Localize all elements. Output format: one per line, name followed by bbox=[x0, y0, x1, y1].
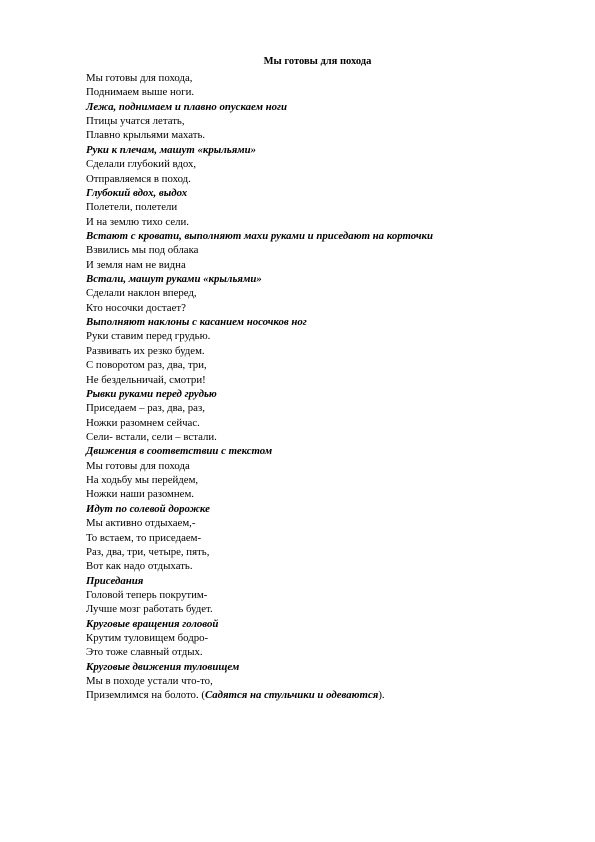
verse-line: Полетели, полетели bbox=[86, 201, 178, 214]
verse-line: Головой теперь покрутим- bbox=[86, 588, 208, 601]
verse-line: Птицы учатся летать, bbox=[86, 115, 185, 128]
verse-line: Приседаем – раз, два, раз, bbox=[86, 402, 205, 415]
verse-line: Взвились мы под облака bbox=[86, 244, 199, 257]
verse-line: Это тоже славный отдых. bbox=[86, 646, 203, 659]
verse-line: Поднимаем выше ноги. bbox=[86, 86, 195, 99]
verse-line: С поворотом раз, два, три, bbox=[86, 359, 207, 372]
verse-line: Раз, два, три, четыре, пять, bbox=[86, 545, 210, 558]
verse-line: Сделали глубокий вдох, bbox=[86, 158, 197, 171]
verse-line: Мы активно отдыхаем,- bbox=[86, 517, 196, 530]
instruction-line: Идут по солевой дорожке bbox=[86, 502, 210, 515]
verse-line: Крутим туловищем бодро- bbox=[86, 632, 209, 645]
instruction-line: Лежа, поднимаем и плавно опускаем ноги bbox=[86, 100, 288, 113]
verse-line: И земля нам не видна bbox=[86, 258, 186, 271]
final-line-verse: Приземлимся на болото. ( bbox=[86, 689, 205, 702]
verse-line: Плавно крыльями махать. bbox=[86, 129, 206, 142]
instruction-line: Выполняют наклоны с касанием носочков ног bbox=[86, 316, 307, 329]
instruction-line: Встали, машут руками «крыльями» bbox=[86, 273, 262, 286]
verse-line: Развивать их резко будем. bbox=[86, 344, 205, 357]
instruction-line: Руки к плечам, машут «крыльями» bbox=[86, 143, 257, 156]
final-line-instruction: Садятся на стульчики и одеваются bbox=[204, 689, 379, 702]
final-line-tail: ). bbox=[378, 689, 385, 702]
verse-line: Ножки наши разомнем. bbox=[86, 488, 194, 501]
document-title: Мы готовы для похода bbox=[263, 56, 372, 67]
instruction-line: Приседания bbox=[86, 574, 144, 587]
verse-line: И на землю тихо сели. bbox=[86, 215, 189, 228]
verse-line: То встаем, то приседаем- bbox=[86, 531, 202, 544]
verse-line: Руки ставим перед грудью. bbox=[86, 330, 211, 343]
verse-line: Кто носочки достает? bbox=[86, 301, 186, 314]
verse-line: Сделали наклон вперед, bbox=[86, 287, 197, 300]
verse-line: Вот как надо отдыхать. bbox=[86, 560, 193, 573]
verse-line: Мы готовы для похода, bbox=[86, 72, 193, 84]
instruction-line: Круговые вращения головой bbox=[86, 617, 219, 630]
verse-line: Ножки разомнем сейчас. bbox=[86, 416, 200, 429]
verse-line: Мы в походе устали что-то, bbox=[86, 675, 213, 688]
instruction-line: Встают с кровати, выполняют махи руками и приседают на корточки bbox=[86, 229, 433, 242]
instruction-line: Рывки руками перед грудью bbox=[86, 387, 217, 400]
verse-line: На ходьбу мы перейдем, bbox=[86, 474, 199, 487]
instruction-line: Движения в соответствии с текстом bbox=[86, 445, 273, 458]
verse-line: Сели- встали, сели – встали. bbox=[86, 430, 217, 443]
final-line bbox=[86, 688, 526, 702]
instruction-line: Глубокий вдох, выдох bbox=[86, 186, 188, 199]
verse-line: Отправляемся в поход. bbox=[86, 172, 191, 185]
verse-line: Не бездельничай, смотри! bbox=[86, 373, 206, 386]
poem-text bbox=[86, 71, 526, 703]
verse-line: Лучше мозг работать будет. bbox=[86, 603, 213, 616]
instruction-line: Круговые движения туловищем bbox=[86, 660, 240, 673]
verse-line: Мы готовы для похода bbox=[86, 459, 190, 472]
